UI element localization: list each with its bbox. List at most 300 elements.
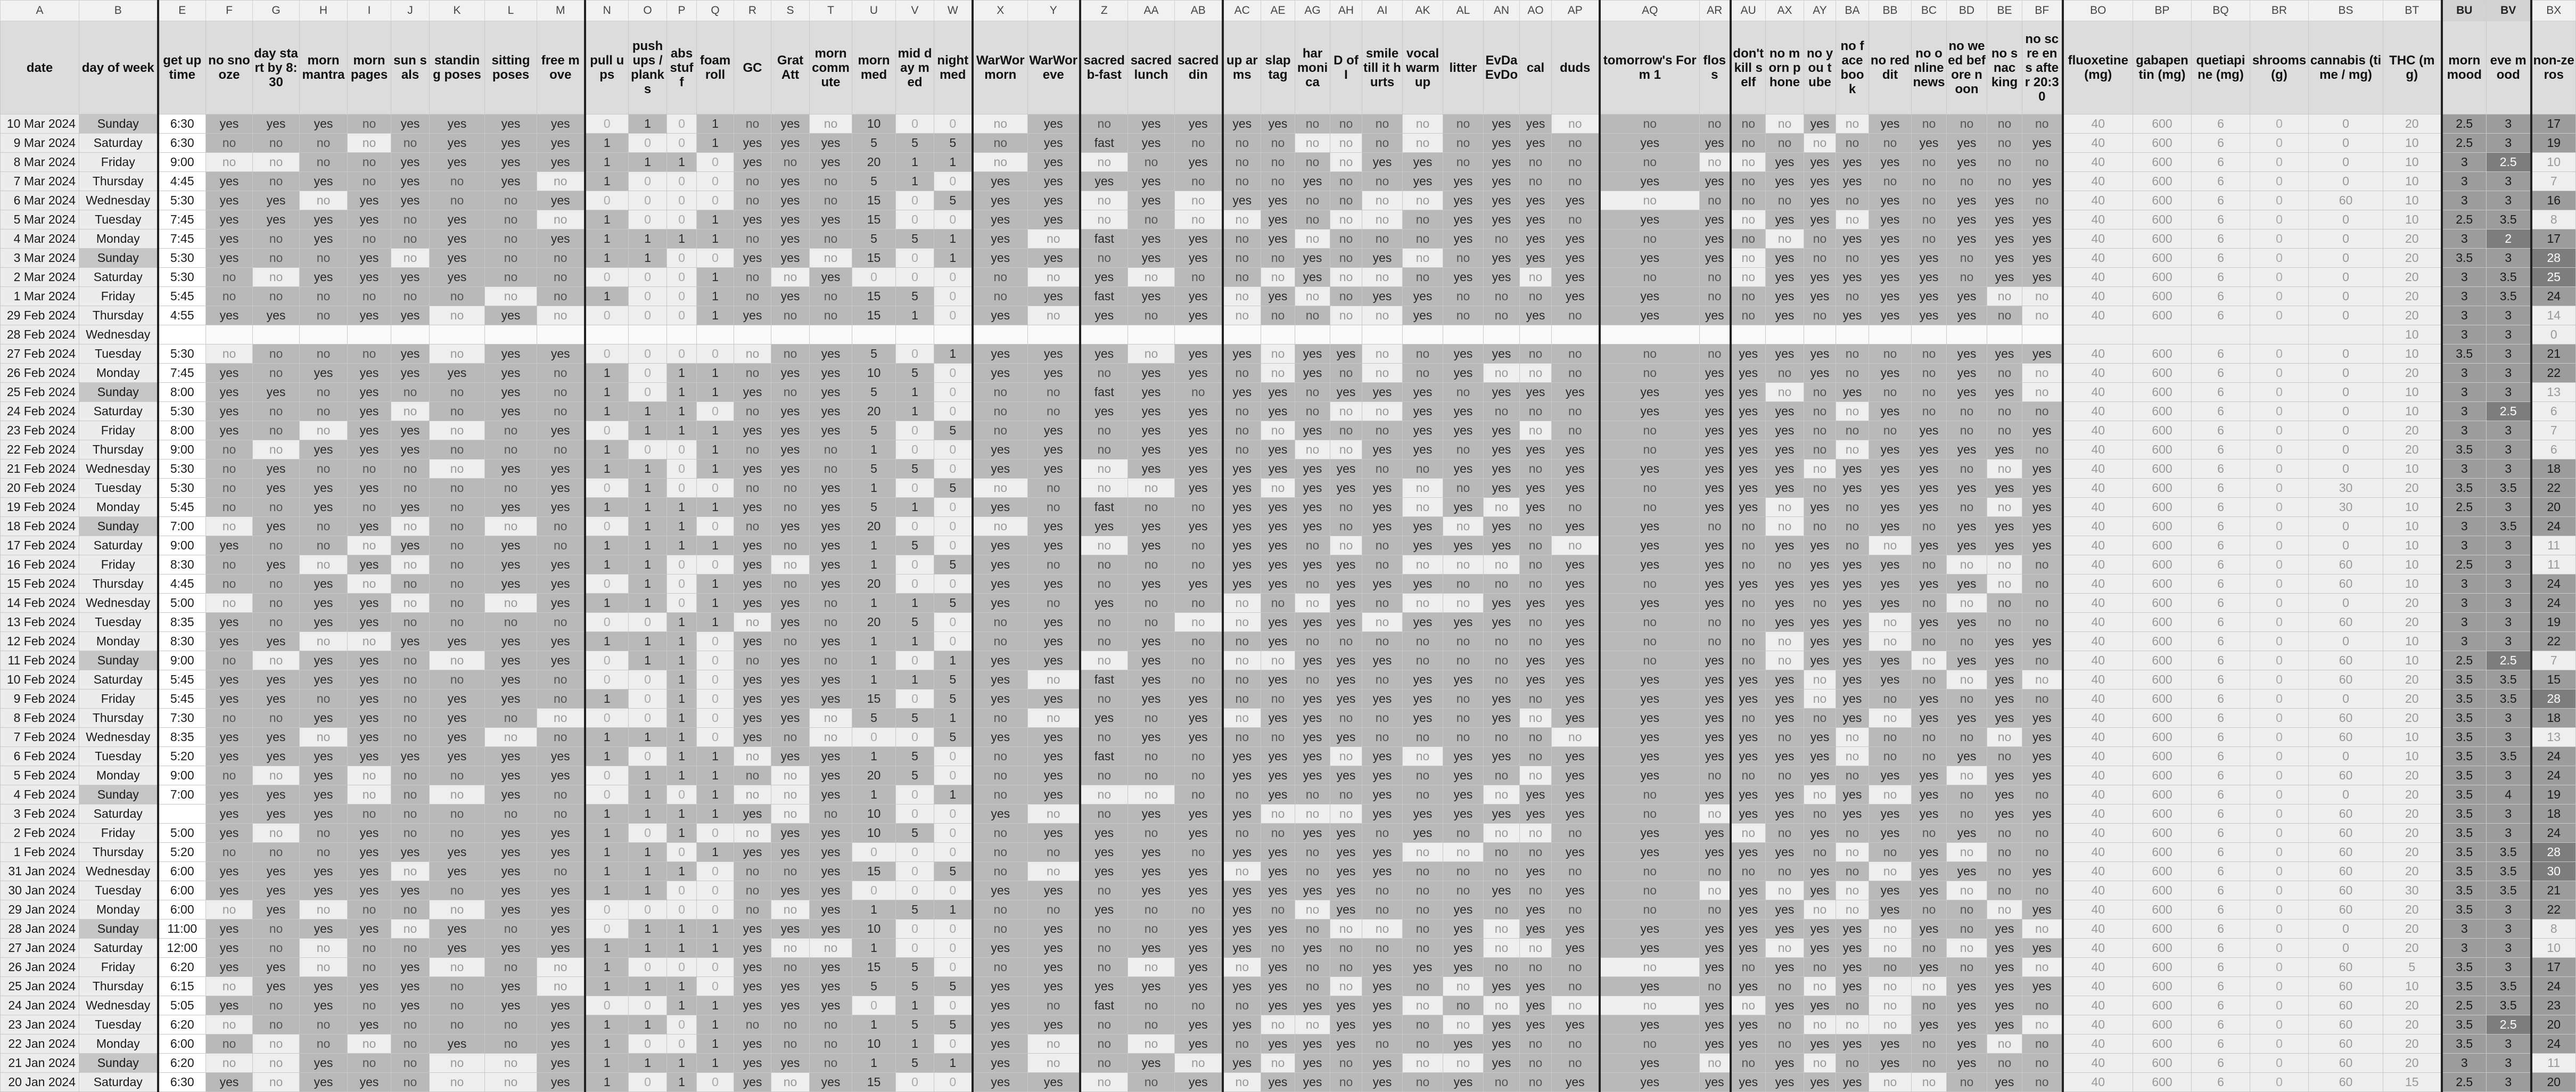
cell[interactable]: yes (1175, 824, 1223, 843)
cell[interactable]: yes (810, 402, 852, 421)
cell[interactable]: 10 (2383, 325, 2442, 344)
day-cell[interactable]: Sunday (79, 785, 158, 804)
column-header-r[interactable]: R (734, 1, 771, 21)
cell[interactable]: 0 (896, 421, 934, 440)
cell[interactable]: yes (1869, 555, 1912, 574)
field-header[interactable]: WarWor eve (1028, 21, 1080, 114)
cell[interactable]: yes (973, 574, 1028, 594)
cell[interactable]: no (206, 479, 253, 498)
cell[interactable]: yes (1080, 709, 1128, 728)
cell[interactable]: yes (1484, 613, 1520, 632)
day-cell[interactable]: Thursday (79, 440, 158, 459)
cell[interactable]: yes (1700, 229, 1731, 249)
cell[interactable]: 1 (629, 536, 667, 555)
cell[interactable]: no (1261, 479, 1295, 498)
cell[interactable]: no (1836, 824, 1869, 843)
cell[interactable]: no (1175, 900, 1223, 919)
cell[interactable]: no (1443, 689, 1484, 709)
date-cell[interactable]: 17 Feb 2024 (1, 536, 79, 555)
day-cell[interactable]: Friday (79, 153, 158, 172)
cell[interactable]: no (1520, 958, 1552, 977)
cell[interactable]: yes (810, 383, 852, 402)
cell[interactable]: no (1766, 229, 1804, 249)
cell[interactable]: no (1766, 383, 1804, 402)
cell[interactable]: no (300, 824, 348, 843)
cell[interactable]: 1 (629, 632, 667, 651)
morn-mood-cell[interactable]: 3 (2442, 306, 2487, 325)
cell[interactable]: no (206, 440, 253, 459)
cell[interactable]: 1 (667, 689, 697, 709)
eve-mood-cell[interactable]: 3 (2487, 383, 2531, 402)
column-header-t[interactable]: T (810, 1, 852, 21)
cell[interactable]: yes (1443, 1034, 1484, 1054)
cell[interactable]: no (206, 651, 253, 670)
cell[interactable]: no (1080, 191, 1128, 210)
cell[interactable]: no (1836, 210, 1869, 229)
cell[interactable]: yes (537, 421, 585, 440)
cell[interactable]: yes (1175, 728, 1223, 747)
cell[interactable]: 5 (896, 977, 934, 996)
cell[interactable]: yes (391, 977, 430, 996)
cell[interactable]: yes (1947, 651, 1987, 670)
cell[interactable]: no (1836, 364, 1869, 383)
cell[interactable]: no (1912, 210, 1947, 229)
cell[interactable]: no (1600, 440, 1700, 459)
get-up-time-cell[interactable]: 11:00 (158, 919, 206, 939)
cell[interactable]: no (1804, 459, 1836, 479)
cell[interactable]: no (1330, 364, 1362, 383)
cell[interactable]: no (1403, 900, 1443, 919)
cell[interactable]: yes (1836, 709, 1869, 728)
cell[interactable]: yes (348, 613, 391, 632)
cell[interactable]: no (1836, 517, 1869, 536)
cell[interactable]: no (1731, 824, 1766, 843)
cell[interactable]: yes (1080, 402, 1128, 421)
cell[interactable]: 40 (2063, 747, 2133, 766)
cell[interactable]: no (391, 517, 430, 536)
cell[interactable]: yes (810, 881, 852, 900)
cell[interactable]: yes (485, 459, 537, 479)
cell[interactable]: no (253, 766, 300, 785)
cell[interactable]: yes (1128, 364, 1175, 383)
cell[interactable]: no (1128, 900, 1175, 919)
cell[interactable]: yes (973, 459, 1028, 479)
cell[interactable]: no (1484, 843, 1520, 862)
cell[interactable]: no (1804, 1054, 1836, 1073)
cell[interactable]: no (1520, 728, 1552, 747)
get-up-time-cell[interactable]: 6:20 (158, 1054, 206, 1073)
cell[interactable]: no (391, 1015, 430, 1034)
cell[interactable]: yes (348, 364, 391, 383)
cell[interactable]: yes (1552, 191, 1600, 210)
cell[interactable]: no (206, 517, 253, 536)
cell[interactable]: 0 (585, 670, 629, 689)
morn-mood-cell[interactable]: 3 (2442, 153, 2487, 172)
cell[interactable]: no (1600, 498, 1700, 517)
cell[interactable]: no (1731, 153, 1766, 172)
date-cell[interactable]: 21 Feb 2024 (1, 459, 79, 479)
cell[interactable]: no (1443, 134, 1484, 153)
cell[interactable]: yes (1869, 306, 1912, 325)
cell[interactable]: yes (1261, 1034, 1295, 1054)
non-zeros-cell[interactable]: 24 (2531, 824, 2576, 843)
morn-mood-cell[interactable]: 3.5 (2442, 862, 2487, 881)
cell[interactable]: yes (1912, 843, 1947, 862)
non-zeros-cell[interactable]: 11 (2531, 536, 2576, 555)
cell[interactable]: yes (1700, 574, 1731, 594)
cell[interactable]: yes (1223, 517, 1261, 536)
cell[interactable]: 0 (667, 172, 697, 191)
cell[interactable]: 20 (2383, 900, 2442, 919)
cell[interactable]: yes (1869, 440, 1912, 459)
cell[interactable]: 10 (852, 919, 896, 939)
cell[interactable]: 0 (2250, 594, 2309, 613)
morn-mood-cell[interactable]: 3.5 (2442, 804, 2487, 824)
cell[interactable]: no (348, 114, 391, 134)
cell[interactable]: yes (1987, 804, 2022, 824)
cell[interactable]: 0 (934, 440, 973, 459)
cell[interactable]: 0 (2250, 306, 2309, 325)
cell[interactable]: no (2022, 881, 2063, 900)
cell[interactable]: no (253, 268, 300, 287)
date-cell[interactable]: 7 Feb 2024 (1, 728, 79, 747)
cell[interactable]: no (734, 479, 771, 498)
cell[interactable]: yes (1261, 383, 1295, 402)
cell[interactable]: 1 (896, 632, 934, 651)
cell[interactable]: no (1731, 134, 1766, 153)
cell[interactable]: no (1947, 172, 1987, 191)
cell[interactable]: yes (537, 459, 585, 479)
cell[interactable]: 1 (629, 1015, 667, 1034)
cell[interactable]: 0 (697, 977, 734, 996)
cell[interactable]: yes (485, 785, 537, 804)
cell[interactable]: 0 (2309, 268, 2383, 287)
non-zeros-cell[interactable]: 16 (2531, 191, 2576, 210)
cell[interactable]: no (1080, 632, 1128, 651)
cell[interactable]: yes (1295, 728, 1330, 747)
cell[interactable]: no (348, 900, 391, 919)
cell[interactable]: no (1766, 824, 1804, 843)
cell[interactable]: yes (1362, 1073, 1403, 1092)
cell[interactable]: no (1804, 958, 1836, 977)
cell[interactable]: no (1552, 306, 1600, 325)
cell[interactable]: no (1766, 939, 1804, 958)
cell[interactable]: yes (1987, 958, 2022, 977)
cell[interactable]: yes (1731, 364, 1766, 383)
cell[interactable]: 0 (2309, 747, 2383, 766)
cell[interactable]: yes (1731, 479, 1766, 498)
cell[interactable]: yes (348, 1015, 391, 1034)
cell[interactable]: yes (1362, 440, 1403, 459)
cell[interactable]: no (1295, 1015, 1330, 1034)
cell[interactable]: no (1987, 287, 2022, 306)
cell[interactable]: no (1804, 709, 1836, 728)
cell[interactable]: yes (1443, 498, 1484, 517)
cell[interactable]: yes (1552, 1015, 1600, 1034)
cell[interactable]: yes (1223, 919, 1261, 939)
cell[interactable]: 40 (2063, 306, 2133, 325)
column-header-l[interactable]: L (485, 1, 537, 21)
field-header[interactable]: morn med (852, 21, 896, 114)
morn-mood-cell[interactable]: 2.5 (2442, 210, 2487, 229)
morn-mood-cell[interactable]: 3.5 (2442, 824, 2487, 843)
cell[interactable]: 10 (2383, 651, 2442, 670)
cell[interactable]: no (1600, 364, 1700, 383)
cell[interactable]: yes (206, 670, 253, 689)
cell[interactable]: yes (1028, 536, 1080, 555)
cell[interactable]: 20 (2383, 268, 2442, 287)
cell[interactable]: no (1362, 939, 1403, 958)
cell[interactable]: 1 (585, 689, 629, 709)
get-up-time-cell[interactable]: 6:15 (158, 977, 206, 996)
cell[interactable]: no (1484, 670, 1520, 689)
get-up-time-cell[interactable]: 5:45 (158, 498, 206, 517)
non-zeros-cell[interactable]: 22 (2531, 900, 2576, 919)
cell[interactable]: yes (1484, 210, 1520, 229)
cell[interactable]: no (1261, 900, 1295, 919)
cell[interactable]: no (973, 402, 1028, 421)
cell[interactable]: no (1804, 249, 1836, 268)
day-cell[interactable]: Tuesday (79, 210, 158, 229)
eve-mood-cell[interactable]: 3 (2487, 824, 2531, 843)
cell[interactable]: 10 (2383, 632, 2442, 651)
cell[interactable]: 0 (629, 268, 667, 287)
cell[interactable]: no (1912, 229, 1947, 249)
cell[interactable]: no (1600, 651, 1700, 670)
cell[interactable]: yes (253, 555, 300, 574)
cell[interactable]: no (430, 306, 485, 325)
cell[interactable]: yes (206, 383, 253, 402)
morn-mood-cell[interactable]: 3.5 (2442, 479, 2487, 498)
cell[interactable]: 10 (2383, 536, 2442, 555)
cell[interactable] (1804, 325, 1836, 344)
cell[interactable]: no (1520, 939, 1552, 958)
cell[interactable]: 0 (667, 1034, 697, 1054)
cell[interactable]: yes (1520, 670, 1552, 689)
cell[interactable]: 600 (2133, 287, 2192, 306)
cell[interactable]: yes (1912, 804, 1947, 824)
morn-mood-cell[interactable]: 3.5 (2442, 689, 2487, 709)
cell[interactable]: no (1731, 555, 1766, 574)
cell[interactable]: no (1128, 613, 1175, 632)
day-cell[interactable]: Wednesday (79, 594, 158, 613)
cell[interactable]: no (348, 785, 391, 804)
cell[interactable]: no (348, 229, 391, 249)
non-zeros-cell[interactable]: 18 (2531, 804, 2576, 824)
cell[interactable]: no (1987, 114, 2022, 134)
cell[interactable]: yes (391, 632, 430, 651)
cell[interactable]: no (810, 709, 852, 728)
cell[interactable]: no (1804, 594, 1836, 613)
cell[interactable]: yes (1947, 1054, 1987, 1073)
cell[interactable]: yes (1520, 114, 1552, 134)
cell[interactable] (391, 325, 430, 344)
cell[interactable]: yes (206, 364, 253, 383)
cell[interactable]: yes (206, 728, 253, 747)
day-cell[interactable]: Friday (79, 287, 158, 306)
cell[interactable]: yes (1028, 881, 1080, 900)
cell[interactable]: yes (1766, 1054, 1804, 1073)
cell[interactable]: 20 (2383, 824, 2442, 843)
cell[interactable]: yes (973, 1034, 1028, 1054)
cell[interactable]: yes (2022, 479, 2063, 498)
column-header-al[interactable]: AL (1443, 1, 1484, 21)
cell[interactable]: no (1223, 402, 1261, 421)
eve-mood-cell[interactable]: 3 (2487, 364, 2531, 383)
cell[interactable]: yes (1731, 728, 1766, 747)
cell[interactable]: 5 (896, 1054, 934, 1073)
cell[interactable]: yes (1912, 613, 1947, 632)
cell[interactable]: yes (253, 747, 300, 766)
morn-mood-cell[interactable]: 3.5 (2442, 900, 2487, 919)
cell[interactable]: yes (1295, 613, 1330, 632)
cell[interactable]: no (1330, 249, 1362, 268)
cell[interactable]: 600 (2133, 785, 2192, 804)
column-header-bu[interactable]: BU (2442, 1, 2487, 21)
cell[interactable]: yes (771, 210, 810, 229)
cell[interactable]: no (973, 134, 1028, 153)
field-header[interactable]: sun sals (391, 21, 430, 114)
cell[interactable]: no (1080, 804, 1128, 824)
cell[interactable]: yes (1731, 939, 1766, 958)
cell[interactable]: 600 (2133, 574, 2192, 594)
cell[interactable]: no (1912, 996, 1947, 1015)
cell[interactable]: no (1552, 900, 1600, 919)
cell[interactable]: no (430, 555, 485, 574)
get-up-time-cell[interactable]: 5:00 (158, 594, 206, 613)
cell[interactable]: yes (1223, 536, 1261, 555)
cell[interactable]: yes (1295, 268, 1330, 287)
cell[interactable]: fast (1080, 996, 1128, 1015)
cell[interactable]: no (734, 517, 771, 536)
cell[interactable]: no (1175, 191, 1223, 210)
cell[interactable]: no (734, 881, 771, 900)
cell[interactable]: no (1295, 114, 1330, 134)
cell[interactable]: yes (1600, 249, 1700, 268)
cell[interactable]: yes (1028, 440, 1080, 459)
cell[interactable]: yes (300, 766, 348, 785)
cell[interactable]: 60 (2309, 670, 2383, 689)
cell[interactable]: yes (1700, 172, 1731, 191)
cell[interactable]: no (1403, 766, 1443, 785)
cell[interactable]: no (973, 114, 1028, 134)
cell[interactable]: no (1330, 287, 1362, 306)
cell[interactable]: no (1552, 153, 1600, 172)
cell[interactable]: 1 (697, 996, 734, 1015)
cell[interactable]: 600 (2133, 881, 2192, 900)
cell[interactable]: no (1080, 785, 1128, 804)
cell[interactable]: yes (973, 229, 1028, 249)
cell[interactable]: no (391, 229, 430, 249)
cell[interactable]: yes (485, 134, 537, 153)
cell[interactable]: no (1443, 440, 1484, 459)
cell[interactable]: no (1362, 709, 1403, 728)
cell[interactable]: yes (1700, 1073, 1731, 1092)
cell[interactable]: yes (1295, 881, 1330, 900)
cell[interactable]: no (1484, 651, 1520, 670)
get-up-time-cell[interactable]: 6:30 (158, 114, 206, 134)
cell[interactable]: yes (1766, 536, 1804, 555)
cell[interactable]: no (1552, 1054, 1600, 1073)
cell[interactable]: no (1330, 804, 1362, 824)
cell[interactable]: no (1295, 804, 1330, 824)
cell[interactable]: yes (1766, 747, 1804, 766)
cell[interactable]: yes (1080, 824, 1128, 843)
cell[interactable]: yes (1403, 306, 1443, 325)
cell[interactable]: 5 (934, 977, 973, 996)
cell[interactable]: 1 (667, 766, 697, 785)
cell[interactable]: yes (1484, 134, 1520, 153)
cell[interactable]: no (1912, 900, 1947, 919)
cell[interactable]: 0 (896, 517, 934, 536)
cell[interactable]: 10 (2383, 498, 2442, 517)
cell[interactable]: no (1836, 881, 1869, 900)
column-header-aa[interactable]: AA (1128, 1, 1175, 21)
cell[interactable]: no (1520, 402, 1552, 421)
cell[interactable]: yes (1175, 977, 1223, 996)
cell[interactable]: 0 (697, 709, 734, 728)
cell[interactable]: yes (1552, 804, 1600, 824)
cell[interactable]: yes (1484, 383, 1520, 402)
cell[interactable]: no (537, 287, 585, 306)
cell[interactable]: 0 (852, 881, 896, 900)
cell[interactable]: yes (1552, 574, 1600, 594)
get-up-time-cell[interactable]: 9:00 (158, 440, 206, 459)
cell[interactable]: yes (1731, 1015, 1766, 1034)
cell[interactable]: no (1912, 402, 1947, 421)
cell[interactable]: 0 (667, 287, 697, 306)
cell[interactable]: yes (1987, 440, 2022, 459)
cell[interactable]: no (300, 632, 348, 651)
cell[interactable]: no (734, 1015, 771, 1034)
cell[interactable]: yes (206, 536, 253, 555)
morn-mood-cell[interactable]: 2.5 (2442, 996, 2487, 1015)
cell[interactable]: 6 (2192, 1054, 2250, 1073)
field-header[interactable]: D of I (1330, 21, 1362, 114)
cell[interactable]: yes (810, 210, 852, 229)
cell[interactable]: no (2022, 1034, 2063, 1054)
cell[interactable]: 0 (697, 402, 734, 421)
eve-mood-cell[interactable]: 3 (2487, 709, 2531, 728)
column-header-bp[interactable]: BP (2133, 1, 2192, 21)
cell[interactable]: no (1443, 517, 1484, 536)
get-up-time-cell[interactable]: 6:00 (158, 862, 206, 881)
cell[interactable]: yes (1912, 498, 1947, 517)
get-up-time-cell[interactable] (158, 804, 206, 824)
cell[interactable]: yes (1766, 249, 1804, 268)
cell[interactable]: yes (348, 249, 391, 268)
cell[interactable]: yes (973, 364, 1028, 383)
day-cell[interactable]: Sunday (79, 1054, 158, 1073)
non-zeros-cell[interactable]: 17 (2531, 958, 2576, 977)
cell[interactable] (1552, 325, 1600, 344)
cell[interactable]: yes (1330, 594, 1362, 613)
non-zeros-cell[interactable]: 24 (2531, 1034, 2576, 1054)
cell[interactable]: no (1223, 613, 1261, 632)
cell[interactable]: no (1261, 594, 1295, 613)
cell[interactable]: yes (430, 747, 485, 766)
cell[interactable]: yes (1947, 344, 1987, 364)
day-cell[interactable]: Saturday (79, 1073, 158, 1092)
cell[interactable]: 1 (934, 249, 973, 268)
cell[interactable]: yes (1223, 843, 1261, 862)
cell[interactable]: 0 (2250, 613, 2309, 632)
cell[interactable]: no (734, 172, 771, 191)
cell[interactable]: no (537, 210, 585, 229)
cell[interactable]: yes (1766, 804, 1804, 824)
cell[interactable]: 10 (852, 804, 896, 824)
cell[interactable]: 0 (2309, 287, 2383, 306)
